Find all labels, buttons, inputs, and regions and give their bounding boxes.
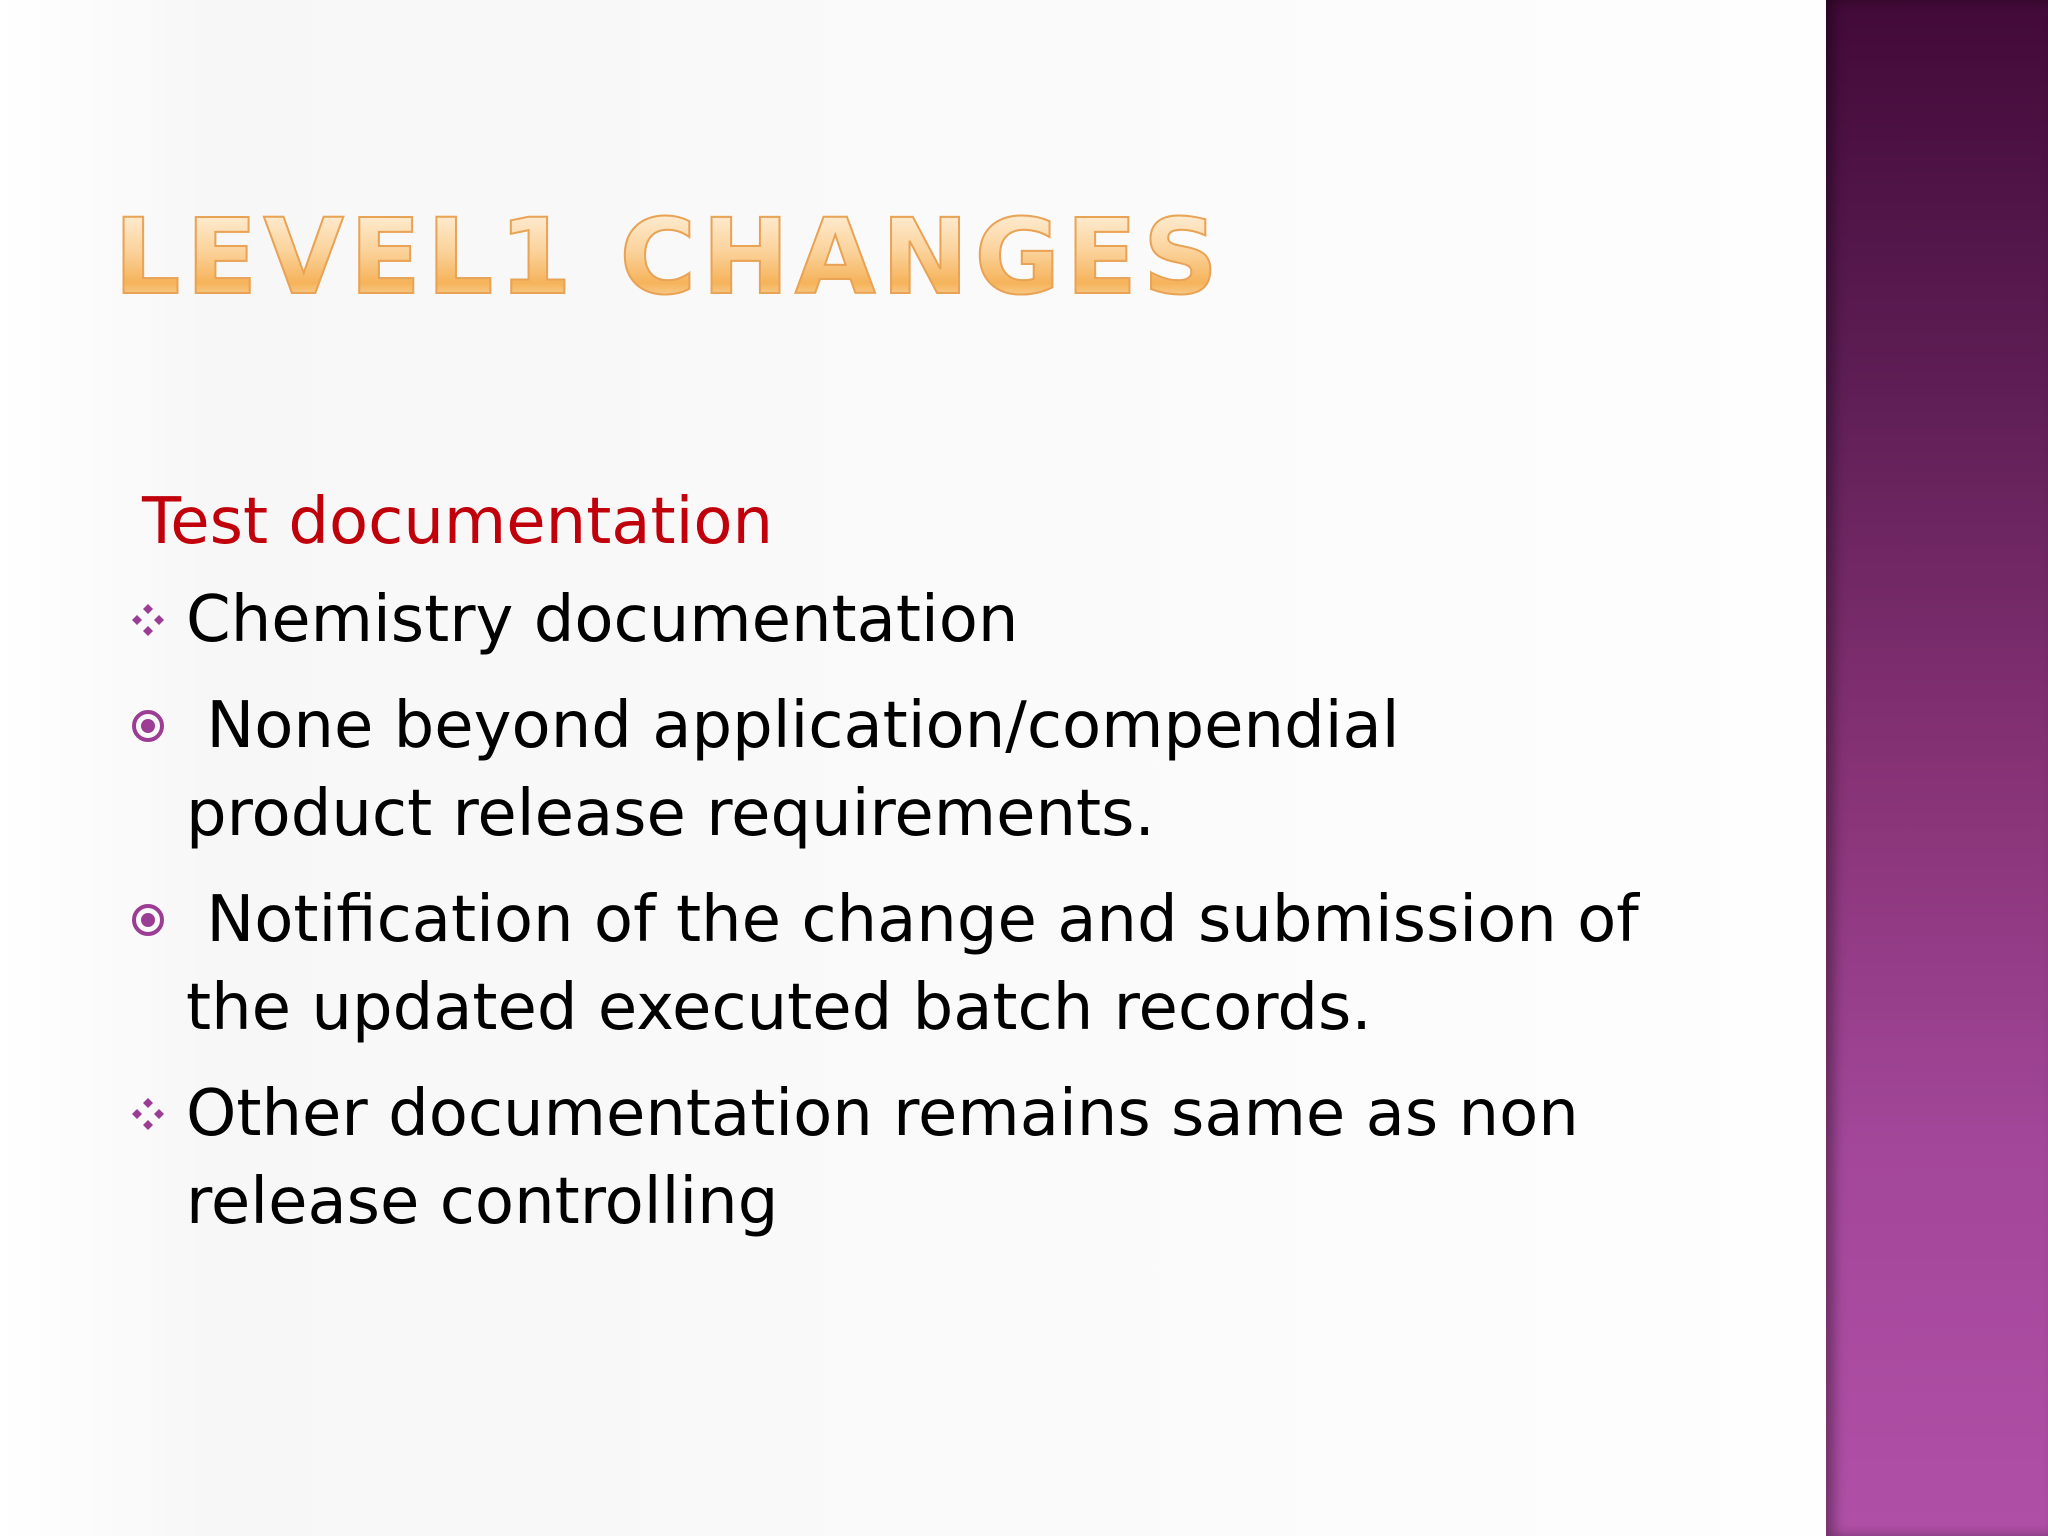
diamond-bullet-icon xyxy=(124,1070,172,1158)
bullet-text-line: None beyond application/compendial xyxy=(186,689,1400,763)
bullet-text-line: Notification of the change and submission of xyxy=(186,883,1639,957)
subheading: Test documentation xyxy=(142,485,774,559)
slide-title: LEVEL1 CHANGES xyxy=(114,196,1224,318)
bullet-item xyxy=(124,876,1764,1052)
bullet-text-line: release controlling xyxy=(186,1165,779,1239)
bullet-text-line: the updated executed batch records. xyxy=(186,971,1372,1045)
bullet-text-line: Chemistry documentation xyxy=(186,583,1019,657)
circle-dot-bullet-icon xyxy=(124,876,172,964)
decorative-side-band xyxy=(1826,0,2048,1536)
bullet-text-line: product release requirements. xyxy=(186,777,1155,851)
bullet-item xyxy=(124,1070,1764,1246)
slide-content xyxy=(124,478,1764,1264)
diamond-bullet-icon xyxy=(124,576,172,664)
bullet-item xyxy=(124,576,1764,664)
bullet-text-line: Other documentation remains same as non xyxy=(186,1077,1579,1151)
circle-dot-bullet-icon xyxy=(124,682,172,770)
bullet-item xyxy=(124,682,1764,858)
